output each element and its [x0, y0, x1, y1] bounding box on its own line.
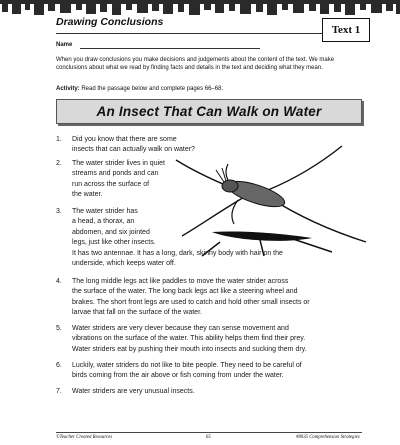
paragraph-line: the water.: [72, 191, 103, 199]
footer-publisher: ©Teacher Created Resources: [56, 435, 113, 440]
paragraph-number: 1.: [56, 136, 62, 143]
paragraph-number: 5.: [56, 325, 62, 332]
paragraph-line: brakes. The short front legs are used to catch and hold other small insects or: [72, 298, 310, 306]
activity-instruction: [56, 85, 362, 93]
paragraph-line: abdomen, and six jointed: [72, 228, 150, 236]
paragraph-line: streams and ponds and can: [72, 170, 159, 178]
paragraph-line: The water strider lives in quiet: [72, 160, 165, 167]
footer-page-number: 65: [206, 435, 211, 440]
heading-rule: [56, 33, 322, 34]
footer-rule: [56, 432, 362, 433]
paragraph-line: underside, which keeps water off.: [72, 260, 176, 268]
paragraph-5: [56, 324, 362, 357]
paragraph-1: [56, 135, 206, 157]
paragraph-3-continued: [56, 249, 362, 271]
paragraph-6: [56, 361, 362, 383]
paragraph-line: vibrations on the surface of the water. This ability helps them find their prey.: [72, 335, 306, 343]
paragraph-2: [56, 159, 176, 203]
paragraph-line: birds coming from the air above or fish coming from under the water.: [72, 372, 284, 380]
paragraph-line: larvae that fall on the surface of the water.: [72, 309, 202, 317]
activity-label: Activity:: [56, 86, 80, 92]
activity-text: Read the passage below and complete pages 66–68.: [79, 86, 224, 92]
paragraph-number: 2.: [56, 160, 62, 167]
paragraph-7: [56, 387, 362, 399]
paragraph-line: Water striders are very clever because they can sense movement and: [72, 325, 289, 332]
paragraph-number: 4.: [56, 278, 62, 285]
paragraph-line: It has two antennae. It has a long, dark, skinny body with hair on the: [72, 250, 283, 257]
paragraph-number: 3.: [56, 208, 62, 215]
intro-text: When you draw conclusions you make decisions and judgements about the content of the text. We make conclusions about what we read by finding facts and details in the text and deciding what they mean.: [56, 57, 335, 71]
paragraph-number: 7.: [56, 388, 62, 395]
paragraph-line: insects that can actually walk on water?: [72, 146, 195, 154]
paragraph-line: Water striders eat by pushing their mouth into insects and sucking them dry.: [72, 345, 307, 353]
worksheet-heading: Drawing Conclusions: [56, 16, 164, 28]
footer-book-title: #8035 Comprehension Strategies: [296, 435, 360, 440]
paragraph-3: [56, 207, 176, 251]
paragraph-line: Water striders are very unusual insects.: [72, 388, 195, 395]
paragraph-line: legs, just like other insects.: [72, 239, 156, 247]
paragraph-line: run across the surface of: [72, 180, 150, 188]
paragraph-line: the surface of the water. The long back legs act like a steering wheel and: [72, 288, 298, 296]
paragraph-line: The water strider has: [72, 208, 138, 215]
name-label: Name: [56, 42, 73, 48]
paragraph-line: The long middle legs act like paddles to move the water strider across: [72, 278, 289, 285]
paragraph-number: 6.: [56, 362, 62, 369]
name-field[interactable]: [80, 48, 260, 49]
text-number-badge: Text 1: [322, 18, 370, 42]
passage-title: An Insect That Can Walk on Water: [96, 104, 322, 119]
paragraph-line: a head, a thorax, an: [72, 218, 135, 226]
passage-title-box: [56, 99, 362, 124]
paragraph-4: [56, 277, 362, 321]
paragraph-line: Luckily, water striders do not like to bite people. They need to be careful of: [72, 362, 302, 369]
paragraph-line: Did you know that there are some: [72, 136, 177, 143]
water-strider-illustration: [172, 140, 370, 258]
